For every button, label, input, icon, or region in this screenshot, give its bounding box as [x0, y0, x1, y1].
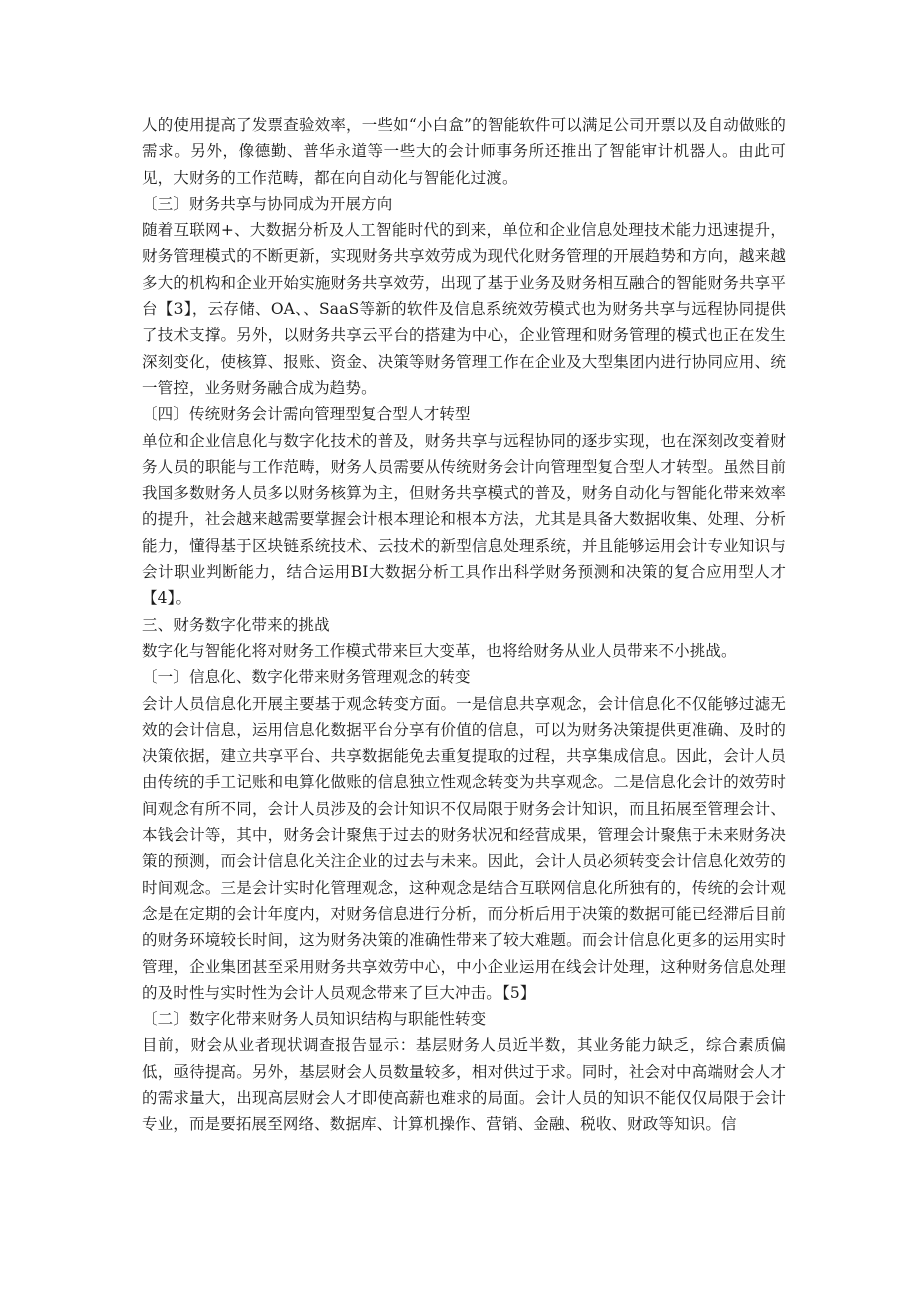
body-paragraph: 随着互联网+、大数据分析及人工智能时代的到来，单位和企业信息处理技术能力迅速提升，财务管理模式的不断更新，实现财务共享效劳成为现代化财务管理的开展趋势和方向，越来越多大的机构和企业开始实施财务共享效劳，出现了基于业务及财务相互融合的智能财务共享平台【3】，云存储、OA、、SaaS等新的软件及信息系统效劳模式也为财务共享与远程协同提供了技术支撑。另外，以财务共享云平台的搭建为中心，企业管理和财务管理的模式也正在发生深刻变化，使核算、报账、资金、决策等财务管理工作在企业及大型集团内进行协同应用、统一管控，业务财务融合成为趋势。 [142, 221, 786, 397]
body-paragraph: 单位和企业信息化与数字化技术的普及，财务共享与远程协同的逐步实现，也在深刻改变着财务人员的职能与工作范畴，财务人员需要从传统财务会计向管理型复合型人才转型。虽然目前我国多数财务人员多以财务核算为主，但财务共享模式的普及，财务自动化与智能化带来效率的提升，社会越来越需要掌握会计根本理论和根本方法，尤其是具备大数据收集、处理、分析能力，懂得基于区块链系统技术、云技术的新型信息处理系统，并且能够运用会计专业知识与会计职业判断能力，结合运用BI大数据分析工具作出科学财务预测和决策的复合应用型人才【4】。 [142, 431, 786, 608]
body-paragraph: 数字化与智能化将对财务工作模式带来巨大变革，也将给财务从业人员带来不小挑战。 [142, 641, 737, 660]
document-page [142, 112, 786, 1138]
chapter-heading: 三、财务数字化带来的挑战 [142, 615, 330, 634]
section-heading: 〔二〕数字化带来财务人员知识结构与职能性转变 [142, 1010, 487, 1029]
section-heading: 〔四〕传统财务会计需向管理型复合型人才转型 [142, 405, 471, 424]
body-paragraph: 会计人员信息化开展主要基于观念转变方面。一是信息共享观念，会计信息化不仅能够过滤无效的会计信息，运用信息化数据平台分享有价值的信息，可以为财务决策提供更准确、及时的决策依据，建立共享平台、共享数据能免去重复提取的过程，共享集成信息。因此，会计人员由传统的手工记账和电算化做账的信息独立性观念转变为共享观念。二是信息化会计的效劳时间观念有所不同，会计人员涉及的会计知识不仅局限于财务会计知识，而且拓展至管理会计、本钱会计等，其中，财务会计聚焦于过去的财务状况和经营成果，管理会计聚焦于未来财务决策的预测，而会计信息化关注企业的过去与未来。因此，会计人员必须转变会计信息化效劳的时间观念。三是会计实时化管理观念，这种观念是结合互联网信息化所独有的，传统的会计观念是在定期的会计年度内，对财务信息进行分析，而分析后用于决策的数据可能已经滞后目前的财务环境较长时间，这为财务决策的准确性带来了较大难题。而会计信息化更多的运用实时管理，企业集团甚至采用财务共享效劳中心，中小企业运用在线会计处理，这种财务信息处理的及时性与实时性为会计人员观念带来了巨大冲击。【5】 [142, 694, 786, 1002]
section-heading: 〔三〕财务共享与协同成为开展方向 [142, 194, 393, 213]
section-heading: 〔一〕信息化、数字化带来财务管理观念的转变 [142, 668, 471, 687]
body-paragraph: 人的使用提高了发票查验效率，一些如“小白盒”的智能软件可以满足公司开票以及自动做账的需求。另外，像德勤、普华永道等一些大的会计师事务所还推出了智能审计机器人。由此可见，大财务的工作范畴，都在向自动化与智能化过渡。 [142, 116, 786, 187]
body-paragraph: 目前，财会从业者现状调查报告显示：基层财务人员近半数，其业务能力缺乏，综合素质偏低，亟待提高。另外，基层财会人员数量较多，相对供过于求。同时，社会对中高端财会人才的需求量大，出现高层财会人才即使高薪也难求的局面。会计人员的知识不能仅仅局限于会计专业，而是要拓展至网络、数据库、计算机操作、营销、金融、税收、财政等知识。信 [142, 1036, 786, 1134]
